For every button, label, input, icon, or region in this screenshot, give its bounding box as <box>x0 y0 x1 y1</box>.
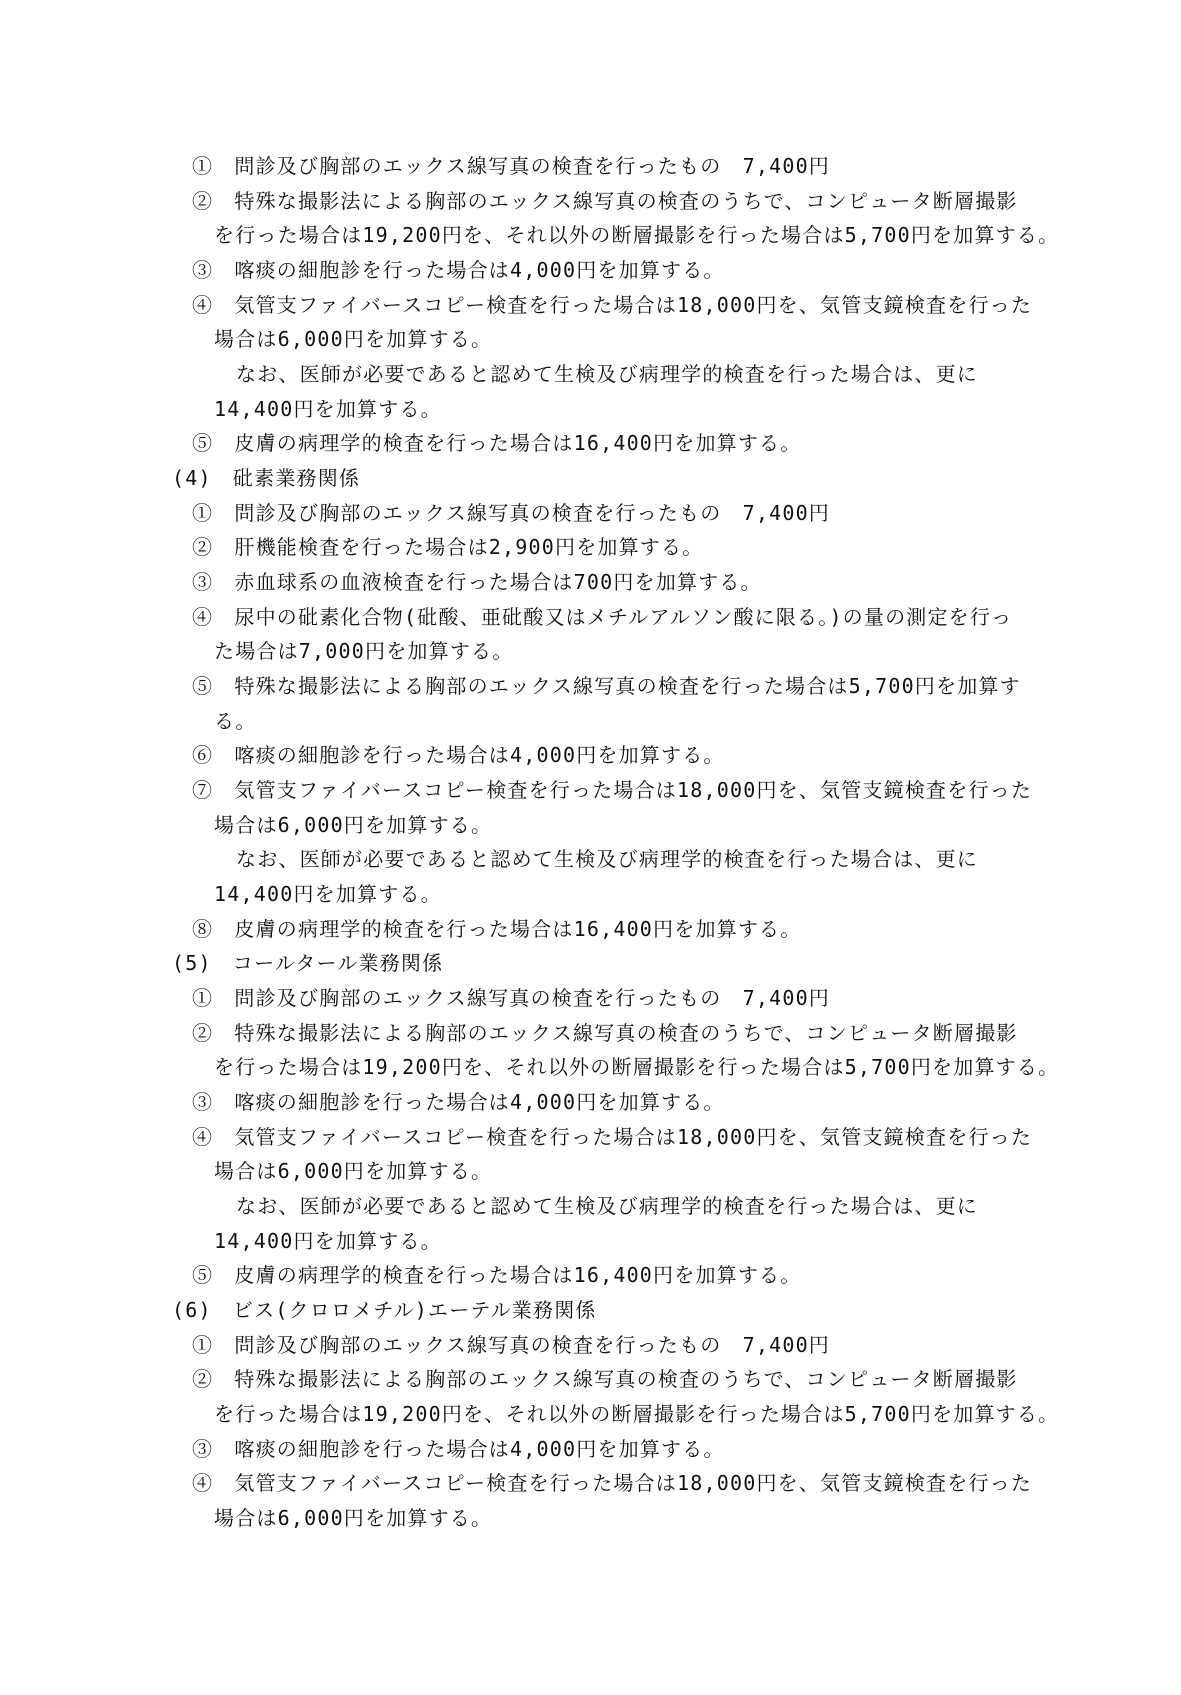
text-line: ④ 気管支ファイバースコピー検査を行った場合は18,000円を、気管支鏡検査を行った <box>192 293 1033 317</box>
text-line: 14,400円を加算する。 <box>214 882 442 906</box>
text-line: 場合は6,000円を加算する。 <box>214 1506 493 1530</box>
text-line: ④ 気管支ファイバースコピー検査を行った場合は18,000円を、気管支鏡検査を行った <box>192 1471 1033 1495</box>
text-line: ⑦ 気管支ファイバースコピー検査を行った場合は18,000円を、気管支鏡検査を行った <box>192 778 1033 802</box>
text-line: 14,400円を加算する。 <box>214 1229 442 1253</box>
section-heading: (4) 砒素業務関係 <box>172 466 361 490</box>
text-line: ② 特殊な撮影法による胸部のエックス線写真の検査のうちで、コンピュータ断層撮影 <box>192 1021 1018 1045</box>
text-line: を行った場合は19,200円を、それ以外の断層撮影を行った場合は5,700円を加算する。 <box>214 223 1060 247</box>
text-line: なお、医師が必要であると認めて生検及び病理学的検査を行った場合は、更に <box>236 847 978 871</box>
text-line: 14,400円を加算する。 <box>214 397 442 421</box>
text-line: ① 問診及び胸部のエックス線写真の検査を行ったもの 7,400円 <box>192 1333 831 1357</box>
text-line: ③ 赤血球系の血液検査を行った場合は700円を加算する。 <box>192 570 762 594</box>
text-line: ④ 気管支ファイバースコピー検査を行った場合は18,000円を、気管支鏡検査を行った <box>192 1125 1033 1149</box>
text-line: た場合は7,000円を加算する。 <box>214 639 514 663</box>
text-line: ④ 尿中の砒素化合物(砒酸、亜砒酸又はメチルアルソン酸に限る。)の量の測定を行っ <box>192 605 1013 629</box>
text-line: ② 特殊な撮影法による胸部のエックス線写真の検査のうちで、コンピュータ断層撮影 <box>192 1367 1018 1391</box>
text-line: ⑧ 皮膚の病理学的検査を行った場合は16,400円を加算する。 <box>192 917 802 941</box>
text-line: ⑥ 喀痰の細胞診を行った場合は4,000円を加算する。 <box>192 743 725 767</box>
text-line: ③ 喀痰の細胞診を行った場合は4,000円を加算する。 <box>192 1437 725 1461</box>
text-line: ③ 喀痰の細胞診を行った場合は4,000円を加算する。 <box>192 258 725 282</box>
text-line: ③ 喀痰の細胞診を行った場合は4,000円を加算する。 <box>192 1090 725 1114</box>
text-line: を行った場合は19,200円を、それ以外の断層撮影を行った場合は5,700円を加算する。 <box>214 1055 1060 1079</box>
text-line: 場合は6,000円を加算する。 <box>214 327 493 351</box>
text-line: ① 問診及び胸部のエックス線写真の検査を行ったもの 7,400円 <box>192 154 831 178</box>
text-line: なお、医師が必要であると認めて生検及び病理学的検査を行った場合は、更に <box>236 1194 978 1218</box>
text-line: る。 <box>214 709 257 733</box>
text-line: 場合は6,000円を加算する。 <box>214 1159 493 1183</box>
text-line: 場合は6,000円を加算する。 <box>214 813 493 837</box>
text-line: ① 問診及び胸部のエックス線写真の検査を行ったもの 7,400円 <box>192 986 831 1010</box>
text-line: ② 肝機能検査を行った場合は2,900円を加算する。 <box>192 535 704 559</box>
text-line: ⑤ 特殊な撮影法による胸部のエックス線写真の検査を行った場合は5,700円を加算す <box>192 674 1021 698</box>
text-line: ① 問診及び胸部のエックス線写真の検査を行ったもの 7,400円 <box>192 501 831 525</box>
text-line: なお、医師が必要であると認めて生検及び病理学的検査を行った場合は、更に <box>236 362 978 386</box>
section-heading: (5) コールタール業務関係 <box>172 951 444 975</box>
section-heading: (6) ビス(クロロメチル)エーテル業務関係 <box>172 1298 597 1322</box>
text-line: を行った場合は19,200円を、それ以外の断層撮影を行った場合は5,700円を加算する。 <box>214 1402 1060 1426</box>
text-line: ⑤ 皮膚の病理学的検査を行った場合は16,400円を加算する。 <box>192 1263 802 1287</box>
text-line: ② 特殊な撮影法による胸部のエックス線写真の検査のうちで、コンピュータ断層撮影 <box>192 189 1018 213</box>
text-line: ⑤ 皮膚の病理学的検査を行った場合は16,400円を加算する。 <box>192 431 802 455</box>
